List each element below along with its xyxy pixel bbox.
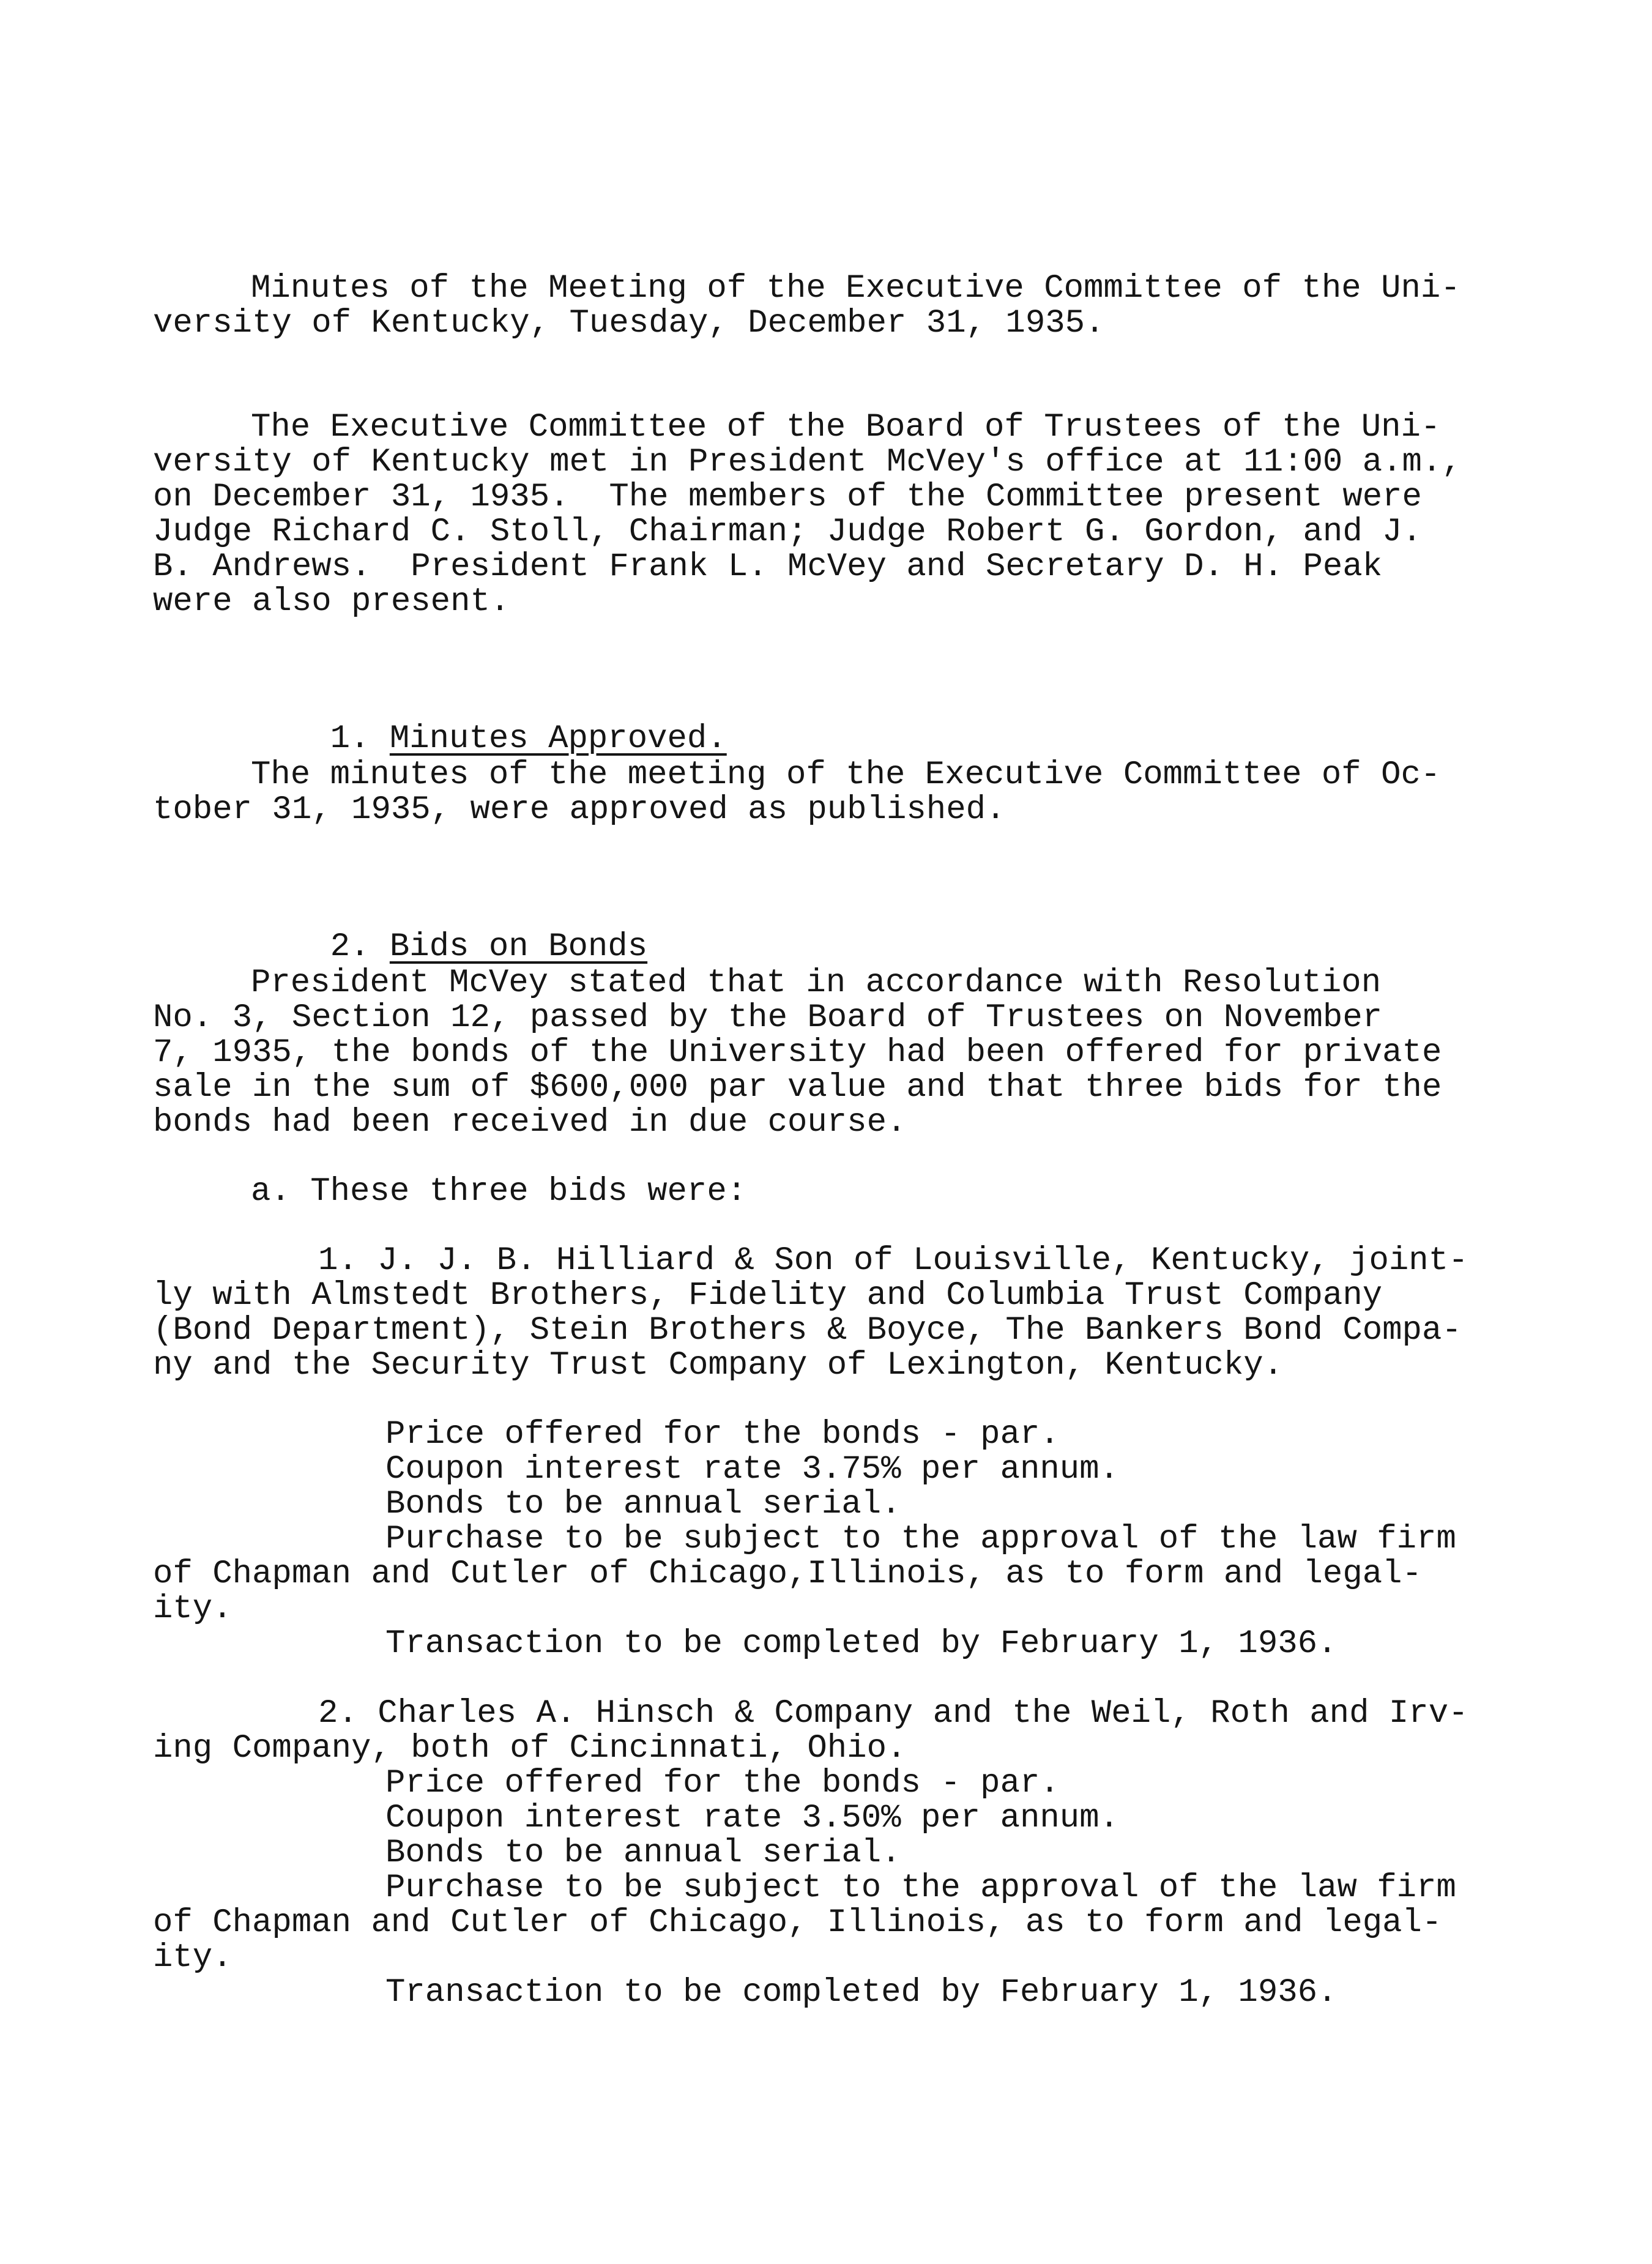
bid2-term-cont: of Chapman and Cutler of Chicago, Illinois, as to form and legal- [153,1904,1442,1942]
intro-line: Judge Richard C. Stoll, Chairman; Judge Robert G. Gordon, and J. [153,513,1422,551]
section1-line: The minutes of the meeting of the Executive Committee of Oc- [251,756,1441,794]
section2-line: President McVey stated that in accordance with Resolution [251,964,1382,1002]
intro-line: were also present. [153,583,510,620]
bid2-term: Price offered for the bonds - par. [385,1765,1060,1802]
intro-line: versity of Kentucky met in President McVey's office at 11:00 a.m., [153,444,1462,481]
bid2-line: ing Company, both of Cincinnati, Ohio. [153,1730,907,1767]
title-line: versity of Kentucky, Tuesday, December 31, 1935. [153,305,1105,342]
section2-line: sale in the sum of $600,000 par value and that three bids for the [153,1069,1442,1106]
bid2-term: Purchase to be subject to the approval of the law firm [385,1869,1456,1907]
bid2-term: Coupon interest rate 3.50% per annum. [385,1800,1119,1837]
bid1-line: ny and the Security Trust Company of Lexington, Kentucky. [153,1347,1284,1384]
bid1-term: Price offered for the bonds - par. [385,1416,1060,1453]
bid1-term: Coupon interest rate 3.75% per annum. [385,1451,1119,1488]
bid2-term: Bonds to be annual serial. [385,1834,901,1872]
bid1-completion: Transaction to be completed by February 1, 1936. [385,1625,1338,1663]
section-title: Minutes Approved. [389,720,727,758]
bid1-line: 1. J. J. B. Hilliard & Son of Louisville, Kentucky, joint- [318,1242,1468,1279]
bid1-term-cont: of Chapman and Cutler of Chicago,Illinois, as to form and legal- [153,1555,1422,1593]
section2-line: 7, 1935, the bonds of the University had been offered for private [153,1034,1442,1071]
section1-line: tober 31, 1935, were approved as published. [153,791,1006,829]
bid2-completion: Transaction to be completed by February 1, 1936. [385,1974,1338,2011]
intro-line: B. Andrews. President Frank L. McVey and Secretary D. H. Peak [153,548,1383,586]
title-line: Minutes of the Meeting of the Executive Committee of the Uni- [251,270,1460,307]
section-title: Bids on Bonds [389,928,648,966]
bid2-line: 2. Charles A. Hinsch & Company and the Weil, Roth and Irv- [318,1695,1468,1732]
bid1-term-cont: ity. [153,1590,233,1628]
section2-line: No. 3, Section 12, passed by the Board of Trustees on November [153,999,1383,1037]
intro-line: on December 31, 1935. The members of the Committee present were [153,478,1422,516]
section2-line: bonds had been received in due course. [153,1104,907,1141]
section-number: 1. [330,720,370,758]
section-number: 2. [330,928,370,966]
bid1-line: (Bond Department), Stein Brothers & Boyce, The Bankers Bond Compa- [153,1312,1462,1349]
bid2-term-cont: ity. [153,1939,233,1976]
intro-line: The Executive Committee of the Board of Trustees of the Uni- [251,409,1441,446]
subsection-a: a. These three bids were: [251,1173,747,1210]
bid1-line: ly with Almstedt Brothers, Fidelity and Columbia Trust Company [153,1277,1383,1314]
bid1-term: Bonds to be annual serial. [385,1486,901,1523]
bid1-term: Purchase to be subject to the approval of the law firm [385,1521,1456,1558]
